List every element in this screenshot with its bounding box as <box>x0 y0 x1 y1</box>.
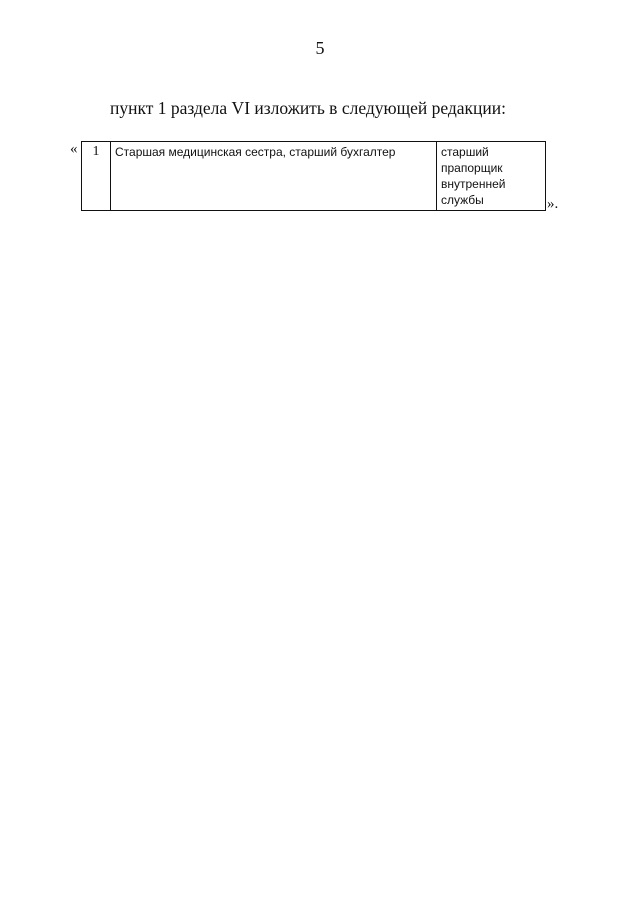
row-number-cell: 1 <box>82 142 111 211</box>
position-cell: Старшая медицинская сестра, старший бухгалтер <box>111 142 437 211</box>
intro-paragraph: пункт 1 раздела VI изложить в следующей редакции: <box>110 98 506 118</box>
rank-cell <box>437 142 546 211</box>
rank-line: службы <box>441 193 484 207</box>
table-row <box>82 142 546 211</box>
opening-quote: « <box>70 141 78 157</box>
rank-line: внутренней <box>441 177 506 191</box>
rank-line: старший <box>441 145 489 159</box>
closing-quote: ». <box>547 196 559 212</box>
page-number: 5 <box>315 38 325 58</box>
rank-line: прапорщик <box>441 161 503 175</box>
positions-table <box>81 141 546 211</box>
